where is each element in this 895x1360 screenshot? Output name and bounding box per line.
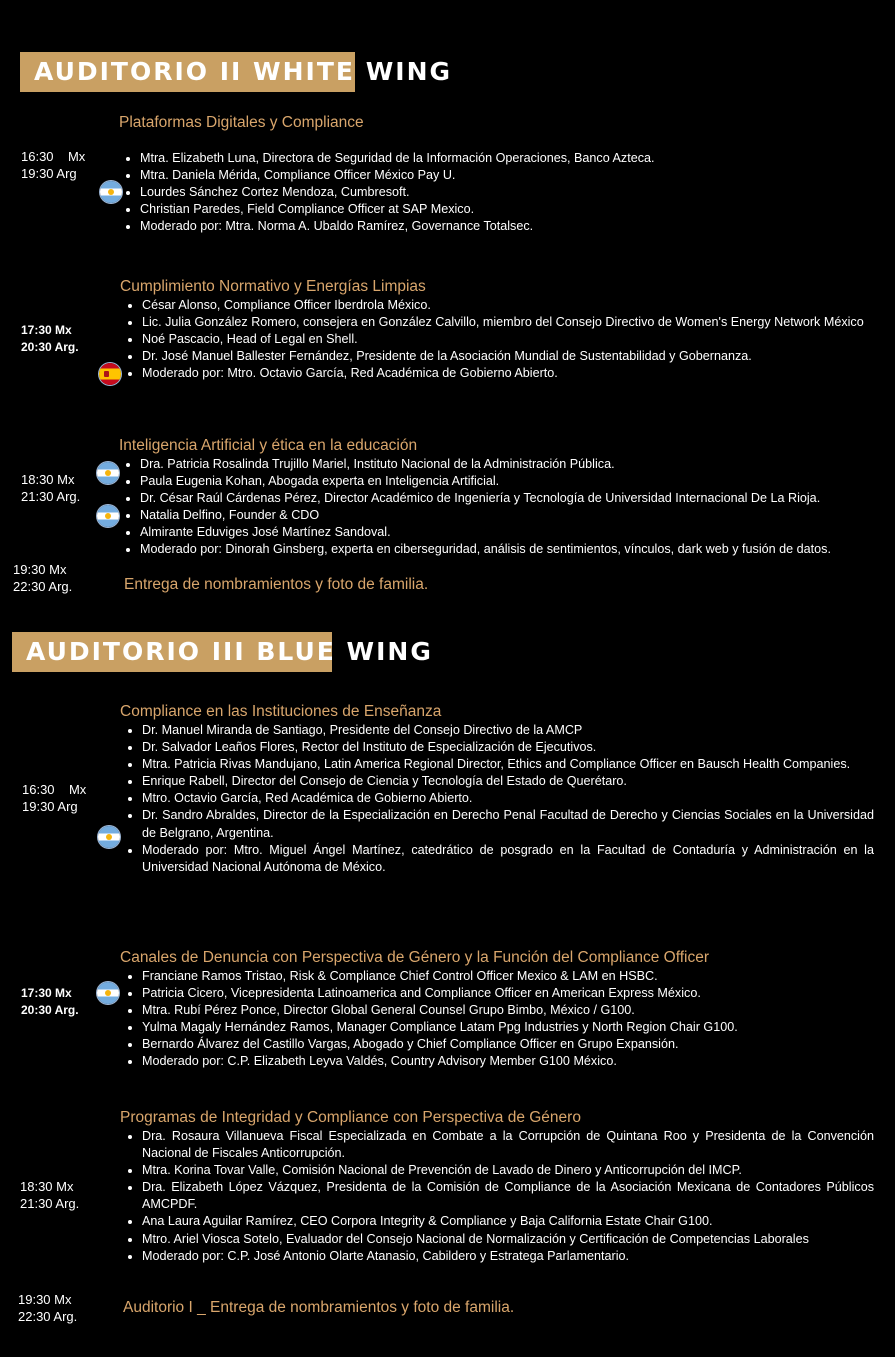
session-title: Compliance en las Instituciones de Enseñanza xyxy=(120,703,442,720)
argentina-flag-icon xyxy=(97,462,119,484)
speaker-item: • Mtro. Ariel Viosca Sotelo, Evaluador del Consejo Nacional de Normalización y Certificación de Competencias Laborales xyxy=(142,1231,874,1248)
speaker-item: • Mtra. Korina Tovar Valle, Comisión Nacional de Prevención de Lavado de Dinero y Anticorrupción del IMCP. xyxy=(142,1162,874,1179)
speaker-item: • Lourdes Sánchez Cortez Mendoza, Cumbresoft. xyxy=(140,184,895,201)
speaker-item: • Dr. Salvador Leaños Flores, Rector del Instituto de Especialización de Ejecutivos. xyxy=(142,739,874,756)
argentina-flag-icon xyxy=(98,826,120,848)
speaker-list xyxy=(118,150,895,235)
session-time: 17:30 Mx 20:30 Arg. xyxy=(21,323,79,354)
session-time: 17:30 Mx 20:30 Arg. xyxy=(21,986,79,1017)
session-time: 19:30 Mx 22:30 Arg. xyxy=(13,562,73,594)
speaker-item: • Dr. José Manuel Ballester Fernández, Presidente de la Asociación Mundial de Sustentabilidad y Gobernanza. xyxy=(142,348,895,365)
speaker-item: • Almirante Eduviges José Martínez Sandoval. xyxy=(140,524,895,541)
session-title: Auditorio I _ Entrega de nombramientos y foto de familia. xyxy=(123,1299,515,1316)
speaker-item: • Mtra. Rubí Pérez Ponce, Director Global General Counsel Grupo Bimbo, México / G100. xyxy=(142,1002,895,1019)
session-title: Cumplimiento Normativo y Energías Limpias xyxy=(120,278,426,295)
speaker-item: • Dra. Patricia Rosalinda Trujillo Mariel, Instituto Nacional de la Administración Pública. xyxy=(140,456,895,473)
spain-flag-icon xyxy=(99,363,121,385)
speaker-item: • Dra. Rosaura Villanueva Fiscal Especializada en Combate a la Corrupción de Quintana Roo y Presidenta de la Convención Nacional de Fiscales Anticorrupción. xyxy=(142,1128,874,1162)
speaker-item: • Moderado por: C.P. Elizabeth Leyva Valdés, Country Advisory Member G100 México. xyxy=(142,1053,895,1070)
auditorio-iii-banner: AUDITORIO III BLUE WING xyxy=(12,632,332,672)
speaker-item: • Ana Laura Aguilar Ramírez, CEO Corpora Integrity & Compliance y Baja California Estate Chair G100. xyxy=(142,1213,874,1230)
speaker-item: • Lic. Julia González Romero, consejera en González Calvillo, miembro del Consejo Directivo de Women's Energy Network México xyxy=(142,314,895,331)
argentina-flag-icon xyxy=(97,982,119,1004)
speaker-item: • Dra. Elizabeth López Vázquez, Presidenta de la Comisión de Compliance de la Asociación Mexicana de Contadores Públicos AMCPDF. xyxy=(142,1179,874,1213)
session-time: 18:30 Mx 21:30 Arg. xyxy=(21,472,81,504)
session-title: Plataformas Digitales y Compliance xyxy=(119,114,364,131)
speaker-item: • César Alonso, Compliance Officer Iberdrola México. xyxy=(142,297,895,314)
session-title: Entrega de nombramientos y foto de familia. xyxy=(124,576,429,593)
speaker-item: • Mtra. Elizabeth Luna, Directora de Seguridad de la Información Operaciones, Banco Azteca. xyxy=(140,150,895,167)
speaker-list xyxy=(120,1128,874,1265)
session-title: Inteligencia Artificial y ética en la educación xyxy=(119,437,418,454)
speaker-item: • Moderado por: Mtra. Norma A. Ubaldo Ramírez, Governance Totalsec. xyxy=(140,218,895,235)
speaker-item: • Dr. César Raúl Cárdenas Pérez, Director Académico de Ingeniería y Tecnología de Universidad Internacional De La Rioja. xyxy=(140,490,895,507)
speaker-list xyxy=(118,456,895,559)
speaker-item: • Patricia Cicero, Vicepresidenta Latinoamerica and Compliance Officer en American Express México. xyxy=(142,985,895,1002)
speaker-item: • Yulma Magaly Hernández Ramos, Manager Compliance Latam Ppg Industries y North Region Chair G100. xyxy=(142,1019,895,1036)
speaker-item: • Noé Pascacio, Head of Legal en Shell. xyxy=(142,331,895,348)
argentina-flag-icon xyxy=(97,505,119,527)
session-time: 19:30 Mx 22:30 Arg. xyxy=(18,1292,78,1324)
session-title: Programas de Integridad y Compliance con Perspectiva de Género xyxy=(120,1109,581,1126)
session-time: 18:30 Mx 21:30 Arg. xyxy=(20,1179,80,1211)
speaker-item: • Moderado por: C.P. José Antonio Olarte Atanasio, Cabildero y Estratega Parlamentario. xyxy=(142,1248,874,1265)
speaker-item: • Bernardo Álvarez del Castillo Vargas, Abogado y Chief Compliance Officer en Grupo Expansión. xyxy=(142,1036,895,1053)
session-time: 16:30 Mx 19:30 Arg xyxy=(21,149,86,181)
speaker-item: • Natalia Delfino, Founder & CDO xyxy=(140,507,895,524)
session-time: 16:30 Mx 19:30 Arg xyxy=(22,782,87,814)
speaker-list xyxy=(120,968,895,1071)
speaker-item: • Moderado por: Mtro. Miguel Ángel Martínez, catedrático de posgrado en la Facultad de Contaduría y Administración en la Universidad Nacional Autónoma de México. xyxy=(142,842,874,876)
speaker-item: • Dr. Sandro Abraldes, Director de la Especialización en Derecho Penal Facultad de Derecho y Ciencias Sociales en la Universidad de Belgrano, Argentina. xyxy=(142,807,874,841)
speaker-item: • Mtra. Patricia Rivas Mandujano, Latin America Regional Director, Ethics and Compliance Officer en Bausch Health Companies. xyxy=(142,756,874,773)
speaker-list xyxy=(120,297,895,382)
speaker-item: • Christian Paredes, Field Compliance Officer at SAP Mexico. xyxy=(140,201,895,218)
speaker-item: • Moderado por: Mtro. Octavio García, Red Académica de Gobierno Abierto. xyxy=(142,365,895,382)
speaker-item: • Enrique Rabell, Director del Consejo de Ciencia y Tecnología del Estado de Querétaro. xyxy=(142,773,874,790)
speaker-item: • Dr. Manuel Miranda de Santiago, Presidente del Consejo Directivo de la AMCP xyxy=(142,722,874,739)
speaker-list xyxy=(120,722,874,876)
speaker-item: • Paula Eugenia Kohan, Abogada experta en Inteligencia Artificial. xyxy=(140,473,895,490)
auditorio-ii-banner: AUDITORIO II WHITE WING xyxy=(20,52,355,92)
speaker-item: • Moderado por: Dinorah Ginsberg, experta en ciberseguridad, análisis de sentimientos, vínculos, dark web y fusión de datos. xyxy=(140,541,895,558)
speaker-item: • Mtro. Octavio García, Red Académica de Gobierno Abierto. xyxy=(142,790,874,807)
session-title: Canales de Denuncia con Perspectiva de Género y la Función del Compliance Officer xyxy=(120,949,710,966)
speaker-item: • Mtra. Daniela Mérida, Compliance Officer México Pay U. xyxy=(140,167,895,184)
speaker-item: • Franciane Ramos Tristao, Risk & Compliance Chief Control Officer Mexico & LAM en HSBC. xyxy=(142,968,895,985)
